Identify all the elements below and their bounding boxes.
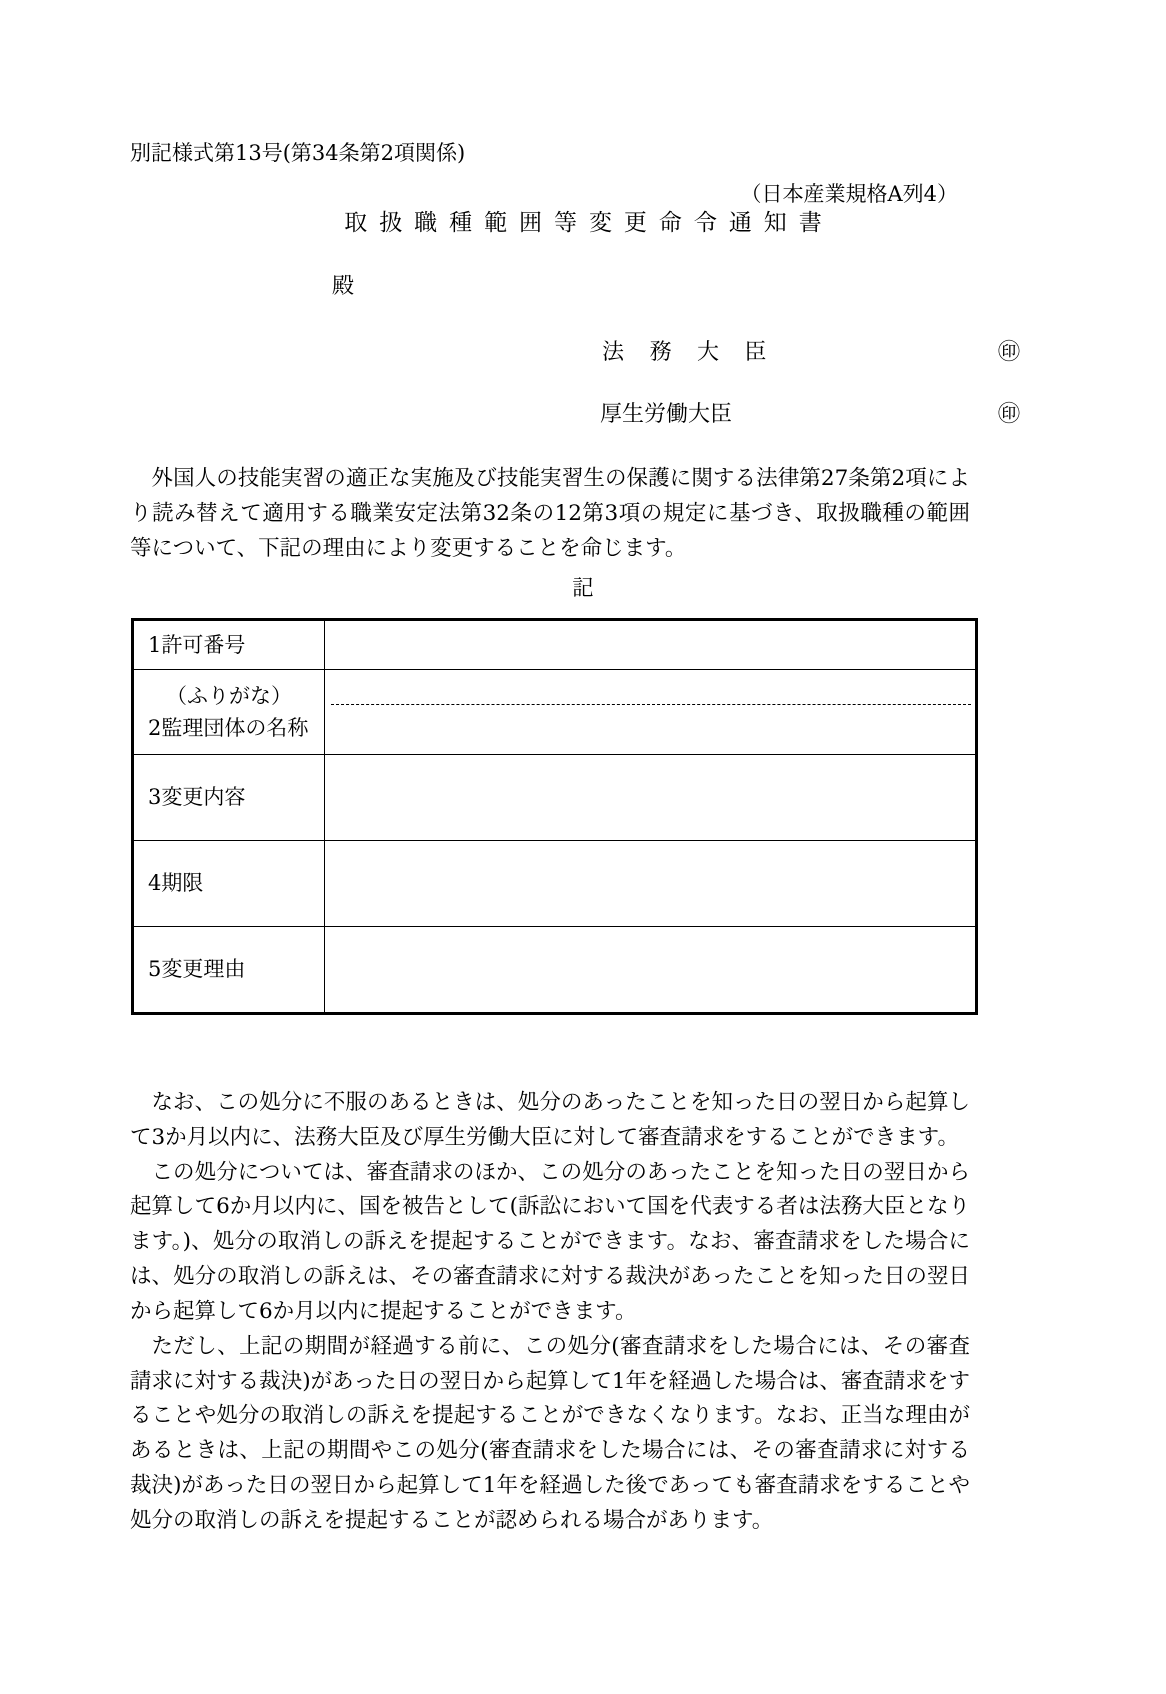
table-row (133, 670, 977, 755)
ki-marker: 記 (572, 576, 594, 601)
signature-name-minister-of-justice: 法 務 大 臣 (602, 340, 776, 365)
table-row-label: 1許可番号 (133, 620, 325, 670)
appeal-instructions-block (130, 1086, 970, 1539)
table-row (133, 927, 977, 1014)
furigana-label: （ふりがな） (166, 683, 292, 708)
signature-name-minister-of-health-labour-welfare: 厚生労働大臣 (600, 402, 733, 427)
deadline-field[interactable] (325, 841, 977, 927)
change-reason-field[interactable] (325, 927, 977, 1014)
signature-row-minister-of-health-labour-welfare (600, 402, 1020, 428)
table-row-label: 4期限 (133, 841, 325, 927)
intro-paragraph: 外国人の技能実習の適正な実施及び技能実習生の保護に関する法律第27条第2項により読み替えて適用する職業安定法第32条の12第3項の規定に基づき、取扱職種の範囲等について、下記の理由により変更することを命じます。 (130, 466, 970, 561)
supervising-organization-name-field[interactable] (325, 670, 977, 755)
signature-row-minister-of-justice (600, 340, 1020, 366)
table-row-label: （ふりがな） 2監理団体の名称 (133, 670, 325, 755)
change-details-field[interactable] (325, 755, 977, 841)
page-title: 取扱職種範囲等変更命令通知書 (344, 210, 834, 236)
table-row-label: 5変更理由 (133, 927, 325, 1014)
permit-number-field[interactable] (325, 620, 977, 670)
addressee-honorific: 殿 (332, 274, 355, 299)
form-number-label: 別記様式第13号(第34条第2項関係) (130, 141, 466, 165)
table-row (133, 841, 977, 927)
table-row (133, 755, 977, 841)
table-row (133, 620, 977, 670)
table-row-label: 3変更内容 (133, 755, 325, 841)
seal-icon: ㊞ (997, 340, 1020, 365)
paper-size-note: （日本産業規格A列4） (740, 182, 958, 206)
notice-details-table (131, 618, 978, 1015)
appeal-paragraph-time-limit: ただし、上記の期間が経過する前に、この処分(審査請求をした場合には、その審査請求に対する裁決)があった日の翌日から起算して1年を経過した場合は、審査請求をすることや処分の取消しの訴えを提起することができなくなります。なお、正当な理由があるときは、上記の期間やこの処分(審査請求をした場合には、その審査請求に対する裁決)があった日の翌日から起算して1年を経過した後であっても審査請求をすることや処分の取消しの訴えを提起することが認められる場合があります。 (130, 1333, 970, 1533)
furigana-divider (331, 704, 971, 705)
seal-icon: ㊞ (997, 402, 1020, 427)
intro-paragraph-block (130, 462, 970, 566)
appeal-paragraph-lawsuit: この処分については、審査請求のほか、この処分のあったことを知った日の翌日から起算して6か月以内に、国を被告として(訴訟において国を代表する者は法務大臣となります。)、処分の取消しの訴えを提起することができます。なお、審査請求をした場合には、処分の取消しの訴えは、その審査請求に対する裁決があったことを知った日の翌日から起算して6か月以内に提起することができます。 (130, 1159, 970, 1324)
appeal-paragraph-review-request: なお、この処分に不服のあるときは、処分のあったことを知った日の翌日から起算して3か月以内に、法務大臣及び厚生労働大臣に対して審査請求をすることができます。 (130, 1090, 970, 1150)
